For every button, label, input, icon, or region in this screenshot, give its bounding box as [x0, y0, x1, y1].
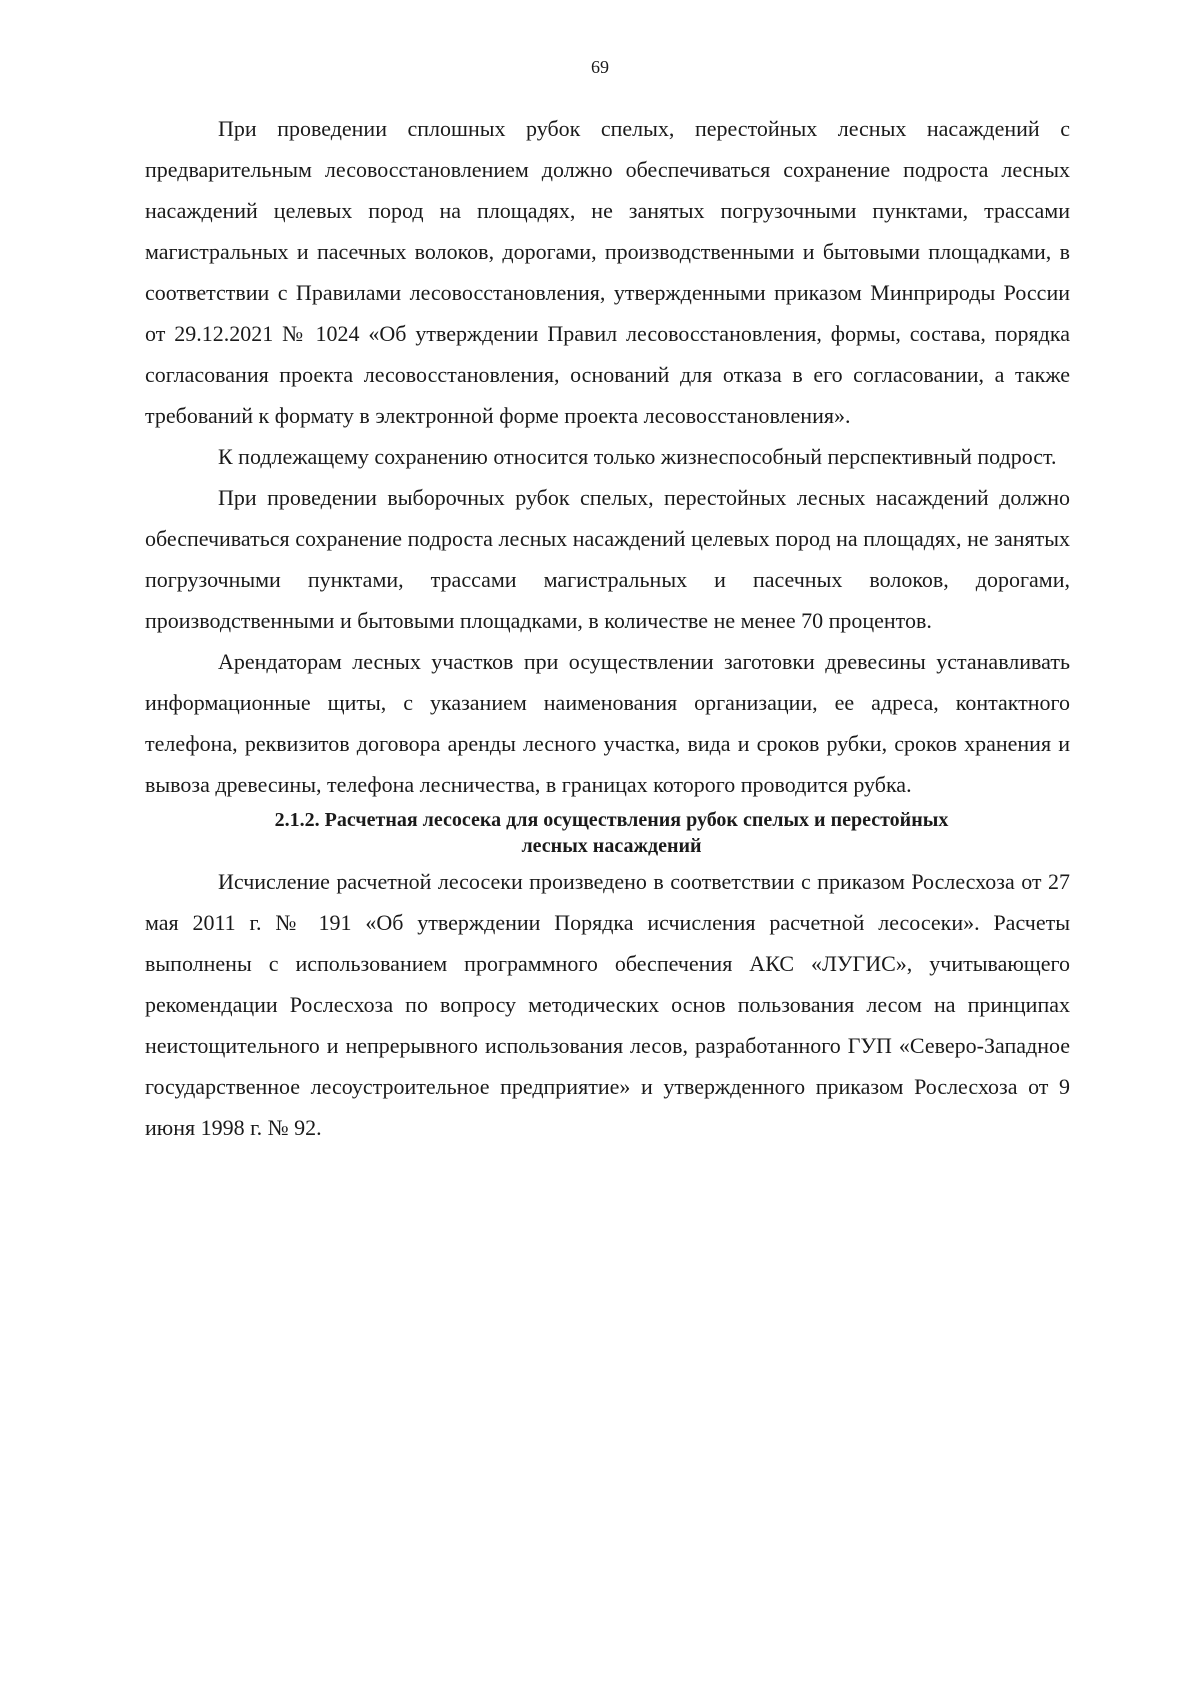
section-heading: [145, 807, 1070, 859]
paragraph-selective-cutting: При проведении выборочных рубок спелых, перестойных лесных насаждений должно обеспечиваться сохранение подроста лесных насаждений целевых пород на площадях, не занятых погрузочными пунктами, трассами магистральных и пасечных волоков, дорогами, производственными и бытовыми площадками, в количестве не менее 70 процентов.: [145, 485, 1070, 633]
section-heading-line2: лесных насаждений: [521, 835, 702, 857]
paragraph-allowable-cut: Исчисление расчетной лесосеки произведено в соответствии с приказом Рослесхоза от 27 мая 2011 г. № 191 «Об утверждении Порядка исчисления расчетной лесосеки». Расчеты выполнены с использованием программного обеспечения АКС «ЛУГИС», учитывающего рекомендации Рослесхоза по вопросу методических основ пользования лесом на принципах неистощительного и непрерывного использования лесов, разработанного ГУП «Северо-Западное государственное лесоустроительное предприятие» и утвержденного приказом Рослесхоза от 9 июня 1998 г. № 92.: [145, 869, 1070, 1140]
document-body: [145, 108, 1070, 1148]
paragraph-clear-cutting: При проведении сплошных рубок спелых, перестойных лесных насаждений с предварительным лесовосстановлением должно обеспечиваться сохранение подроста лесных насаждений целевых пород на площадях, не занятых погрузочными пунктами, трассами магистральных и пасечных волоков, дорогами, производственными и бытовыми площадками, в соответствии с Правилами лесовосстановления, утвержденными приказом Минприроды России от 29.12.2021 № 1024 «Об утверждении Правил лесовосстановления, формы, состава, порядка согласования проекта лесовосстановления, оснований для отказа в его согласовании, а также требований к формату в электронной форме проекта лесовосстановления».: [145, 116, 1070, 428]
section-heading-line1: 2.1.2. Расчетная лесосека для осуществления рубок спелых и перестойных: [274, 809, 949, 831]
paragraph-info-boards: Арендаторам лесных участков при осуществлении заготовки древесины устанавливать информационные щиты, с указанием наименования организации, ее адреса, контактного телефона, реквизитов договора аренды лесного участка, вида и сроков рубки, сроков хранения и вывоза древесины, телефона лесничества, в границах которого проводится рубка.: [145, 649, 1070, 797]
page-number: 69: [591, 57, 609, 77]
paragraph-undergrowth: К подлежащему сохранению относится только жизнеспособный перспективный подрост.: [218, 444, 1057, 469]
